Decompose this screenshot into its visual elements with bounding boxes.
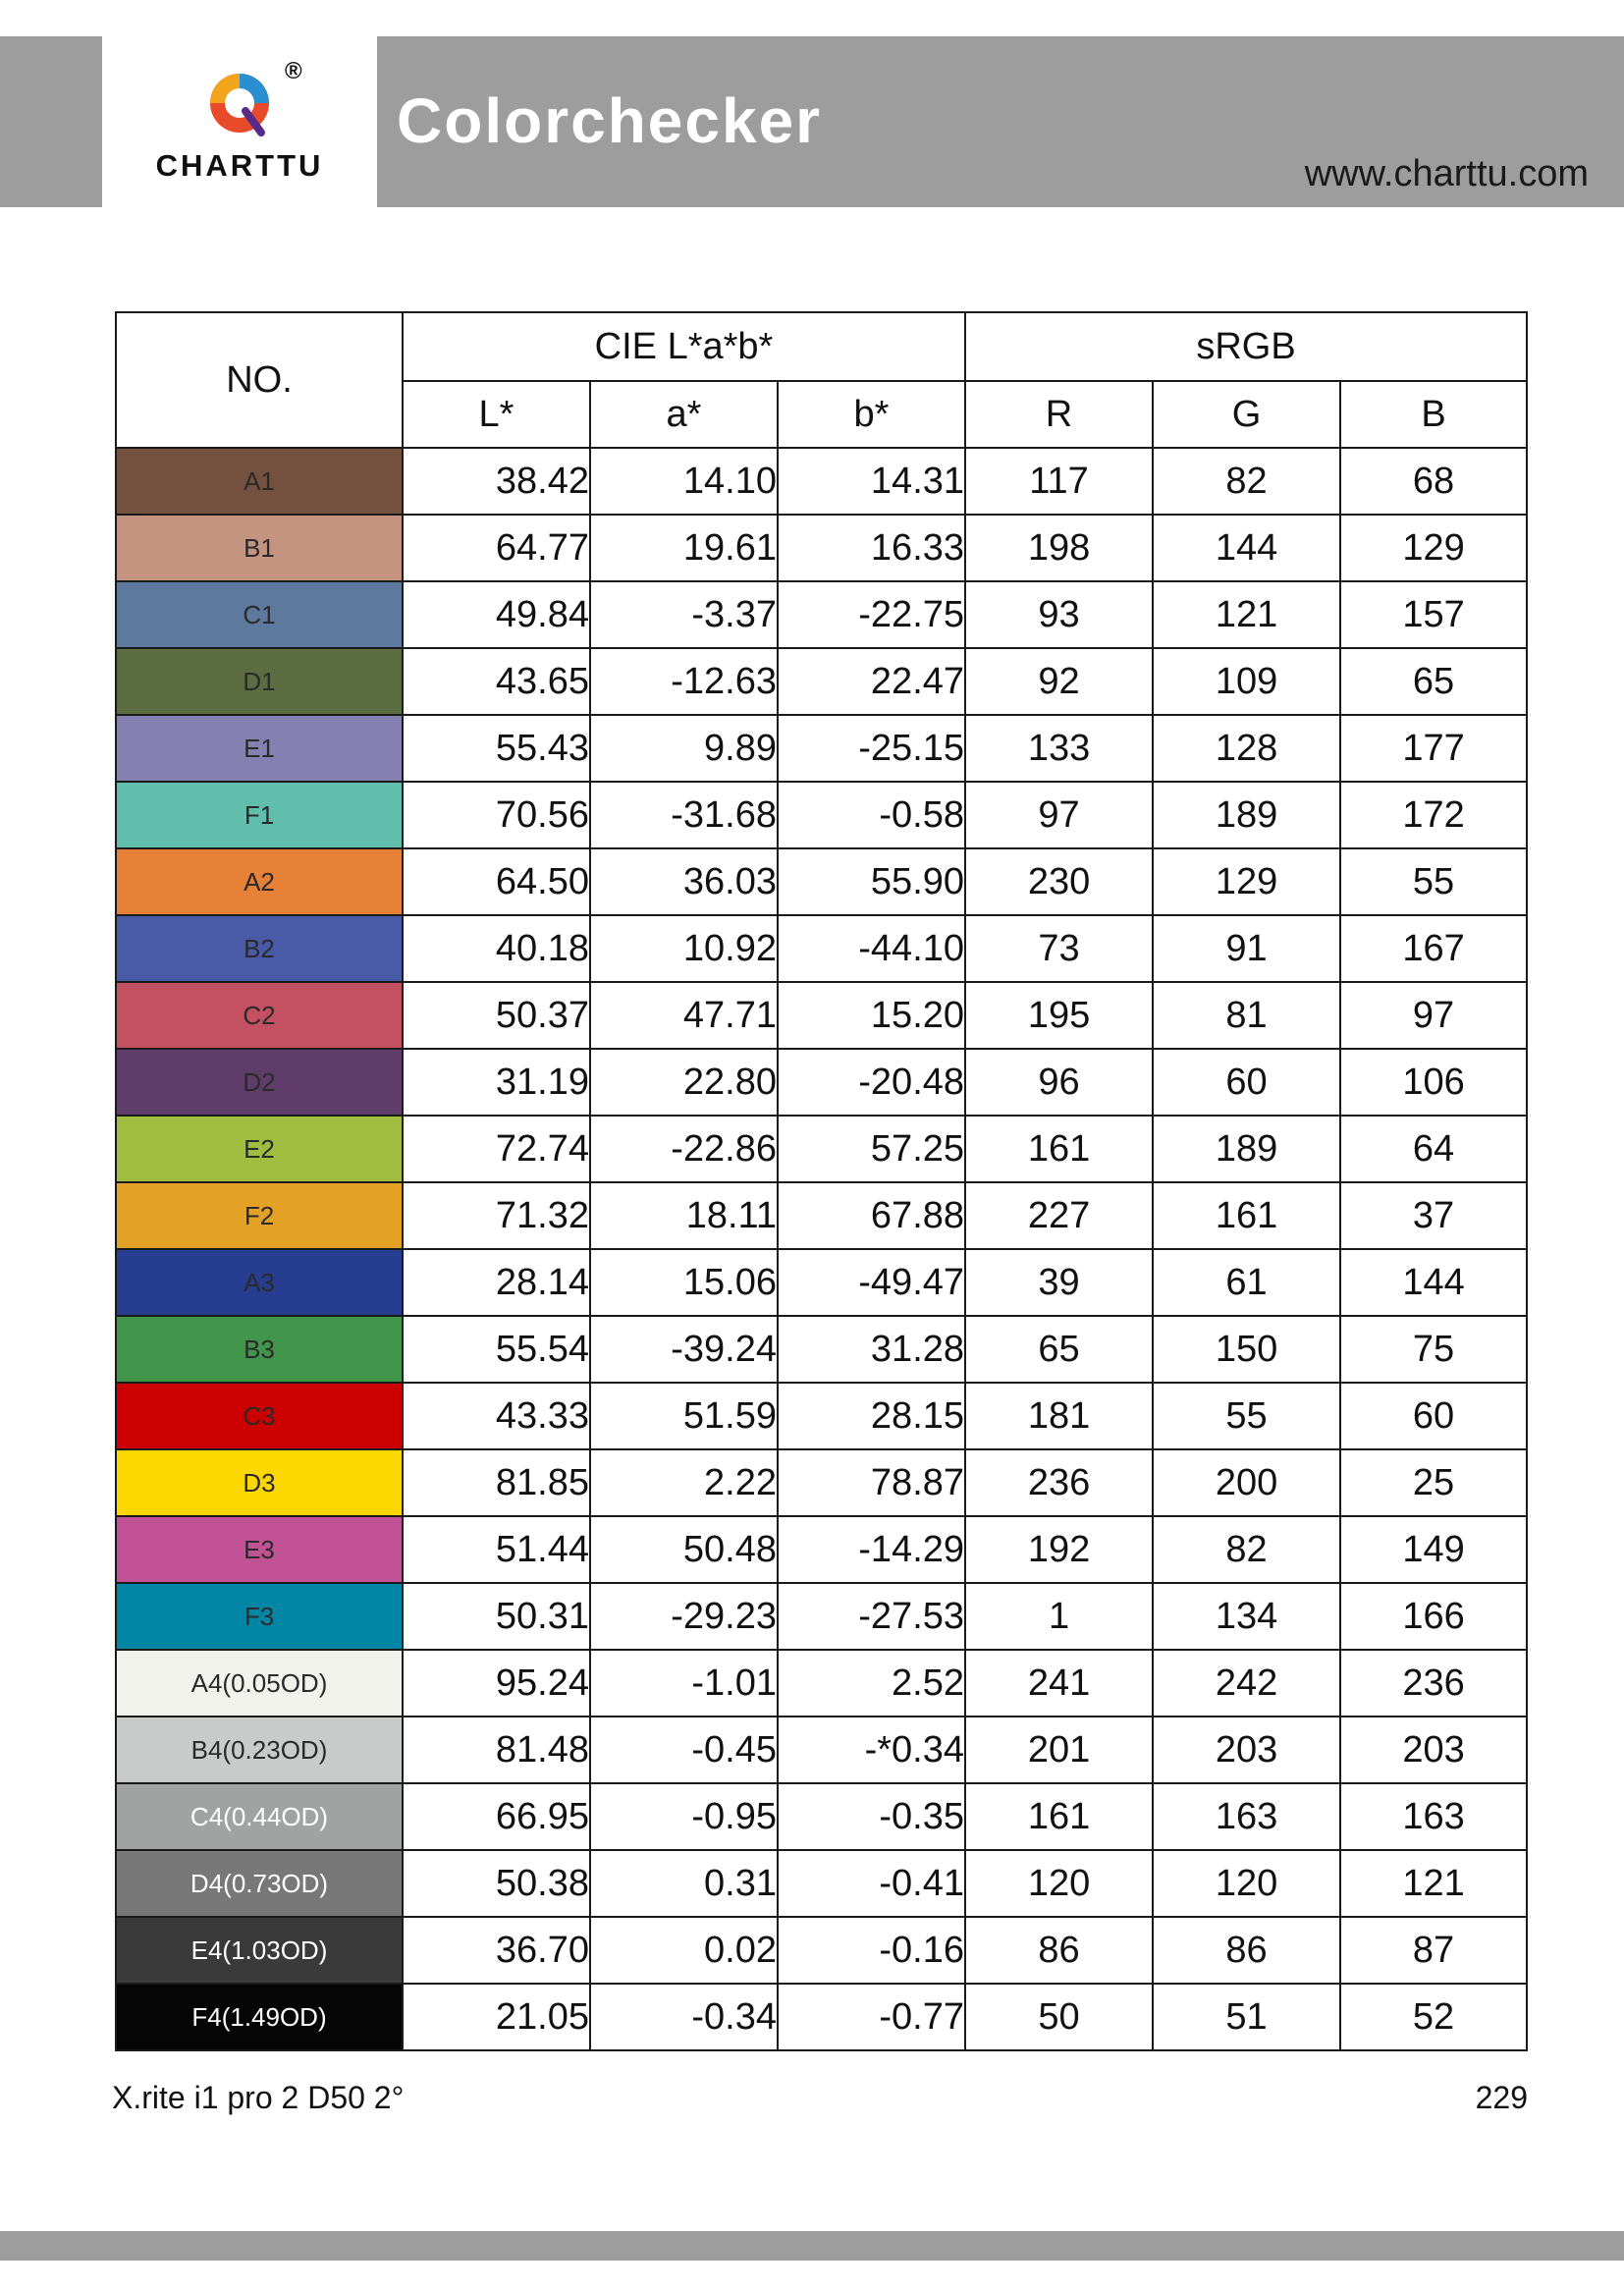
table-row bbox=[116, 1116, 1527, 1182]
rgb-r-cell: 117 bbox=[965, 448, 1153, 515]
lab-a-cell: -12.63 bbox=[590, 648, 778, 715]
lab-l-cell: 66.95 bbox=[403, 1783, 590, 1850]
color-swatch-cell: E2 bbox=[116, 1116, 403, 1182]
lab-a-cell: -39.24 bbox=[590, 1316, 778, 1383]
lab-b-cell: -0.41 bbox=[778, 1850, 965, 1917]
rgb-b-cell: 177 bbox=[1340, 715, 1527, 782]
lab-b-cell: 14.31 bbox=[778, 448, 965, 515]
lab-b-cell: 78.87 bbox=[778, 1449, 965, 1516]
rgb-b-cell: 236 bbox=[1340, 1650, 1527, 1717]
table-row bbox=[116, 1182, 1527, 1249]
rgb-r-cell: 39 bbox=[965, 1249, 1153, 1316]
rgb-r-cell: 230 bbox=[965, 848, 1153, 915]
color-swatch-cell: B2 bbox=[116, 915, 403, 982]
color-swatch-cell: F4(1.49OD) bbox=[116, 1984, 403, 2050]
rgb-b-cell: 129 bbox=[1340, 515, 1527, 581]
rgb-g-cell: 129 bbox=[1153, 848, 1340, 915]
rgb-b-cell: 55 bbox=[1340, 848, 1527, 915]
rgb-b-cell: 64 bbox=[1340, 1116, 1527, 1182]
lab-a-cell: -0.34 bbox=[590, 1984, 778, 2050]
lab-a-cell: -29.23 bbox=[590, 1583, 778, 1650]
lab-b-cell: -14.29 bbox=[778, 1516, 965, 1583]
registered-mark: ® bbox=[285, 58, 302, 84]
lab-b-cell: 28.15 bbox=[778, 1383, 965, 1449]
rgb-r-cell: 96 bbox=[965, 1049, 1153, 1116]
rgb-g-cell: 163 bbox=[1153, 1783, 1340, 1850]
rgb-r-cell: 50 bbox=[965, 1984, 1153, 2050]
rgb-r-cell: 65 bbox=[965, 1316, 1153, 1383]
lab-l-cell: 31.19 bbox=[403, 1049, 590, 1116]
lab-a-cell: 15.06 bbox=[590, 1249, 778, 1316]
color-swatch-cell: B3 bbox=[116, 1316, 403, 1383]
rgb-g-cell: 134 bbox=[1153, 1583, 1340, 1650]
lab-a-cell: -22.86 bbox=[590, 1116, 778, 1182]
lab-a-cell: 10.92 bbox=[590, 915, 778, 982]
rgb-g-cell: 161 bbox=[1153, 1182, 1340, 1249]
lab-l-cell: 28.14 bbox=[403, 1249, 590, 1316]
table-row bbox=[116, 1717, 1527, 1783]
column-header-b-rgb: B bbox=[1340, 381, 1527, 448]
lab-b-cell: -0.16 bbox=[778, 1917, 965, 1984]
brand-name: CHARTTU bbox=[155, 148, 324, 183]
lab-l-cell: 36.70 bbox=[403, 1917, 590, 1984]
column-header-g: G bbox=[1153, 381, 1340, 448]
lab-b-cell: 16.33 bbox=[778, 515, 965, 581]
rgb-g-cell: 189 bbox=[1153, 782, 1340, 848]
color-swatch-cell: C3 bbox=[116, 1383, 403, 1449]
table-row bbox=[116, 782, 1527, 848]
color-swatch-cell: B4(0.23OD) bbox=[116, 1717, 403, 1783]
table-row bbox=[116, 982, 1527, 1049]
rgb-b-cell: 37 bbox=[1340, 1182, 1527, 1249]
rgb-r-cell: 241 bbox=[965, 1650, 1153, 1717]
lab-a-cell: -31.68 bbox=[590, 782, 778, 848]
column-header-b-lab: b* bbox=[778, 381, 965, 448]
rgb-g-cell: 51 bbox=[1153, 1984, 1340, 2050]
rgb-r-cell: 97 bbox=[965, 782, 1153, 848]
color-swatch-cell: D1 bbox=[116, 648, 403, 715]
table-row bbox=[116, 915, 1527, 982]
lab-a-cell: 47.71 bbox=[590, 982, 778, 1049]
rgb-g-cell: 120 bbox=[1153, 1850, 1340, 1917]
rgb-g-cell: 82 bbox=[1153, 1516, 1340, 1583]
lab-l-cell: 95.24 bbox=[403, 1650, 590, 1717]
rgb-b-cell: 144 bbox=[1340, 1249, 1527, 1316]
color-swatch-cell: A2 bbox=[116, 848, 403, 915]
lab-b-cell: -25.15 bbox=[778, 715, 965, 782]
lab-b-cell: -*0.34 bbox=[778, 1717, 965, 1783]
rgb-r-cell: 73 bbox=[965, 915, 1153, 982]
table-row bbox=[116, 1249, 1527, 1316]
rgb-g-cell: 55 bbox=[1153, 1383, 1340, 1449]
color-swatch-cell: D4(0.73OD) bbox=[116, 1850, 403, 1917]
rgb-r-cell: 92 bbox=[965, 648, 1153, 715]
no-column-header: NO. bbox=[116, 312, 403, 448]
rgb-r-cell: 1 bbox=[965, 1583, 1153, 1650]
rgb-g-cell: 189 bbox=[1153, 1116, 1340, 1182]
lab-a-cell: 22.80 bbox=[590, 1049, 778, 1116]
rgb-g-cell: 61 bbox=[1153, 1249, 1340, 1316]
rgb-g-cell: 128 bbox=[1153, 715, 1340, 782]
color-swatch-cell: E3 bbox=[116, 1516, 403, 1583]
rgb-g-cell: 109 bbox=[1153, 648, 1340, 715]
lab-l-cell: 40.18 bbox=[403, 915, 590, 982]
rgb-b-cell: 65 bbox=[1340, 648, 1527, 715]
table-row bbox=[116, 715, 1527, 782]
color-swatch-cell: C4(0.44OD) bbox=[116, 1783, 403, 1850]
lab-b-cell: 57.25 bbox=[778, 1116, 965, 1182]
rgb-b-cell: 157 bbox=[1340, 581, 1527, 648]
rgb-g-cell: 86 bbox=[1153, 1917, 1340, 1984]
lab-l-cell: 81.85 bbox=[403, 1449, 590, 1516]
lab-b-cell: 22.47 bbox=[778, 648, 965, 715]
rgb-b-cell: 87 bbox=[1340, 1917, 1527, 1984]
table-row bbox=[116, 448, 1527, 515]
lab-l-cell: 43.65 bbox=[403, 648, 590, 715]
lab-b-cell: -0.77 bbox=[778, 1984, 965, 2050]
column-header-a: a* bbox=[590, 381, 778, 448]
lab-l-cell: 51.44 bbox=[403, 1516, 590, 1583]
lab-l-cell: 55.54 bbox=[403, 1316, 590, 1383]
lab-l-cell: 50.31 bbox=[403, 1583, 590, 1650]
rgb-r-cell: 195 bbox=[965, 982, 1153, 1049]
lab-a-cell: 19.61 bbox=[590, 515, 778, 581]
table-row bbox=[116, 1783, 1527, 1850]
lab-l-cell: 55.43 bbox=[403, 715, 590, 782]
rgb-g-cell: 203 bbox=[1153, 1717, 1340, 1783]
rgb-b-cell: 167 bbox=[1340, 915, 1527, 982]
table-row bbox=[116, 1516, 1527, 1583]
table-row bbox=[116, 515, 1527, 581]
lab-l-cell: 50.38 bbox=[403, 1850, 590, 1917]
rgb-r-cell: 227 bbox=[965, 1182, 1153, 1249]
rgb-g-cell: 121 bbox=[1153, 581, 1340, 648]
lab-a-cell: -0.95 bbox=[590, 1783, 778, 1850]
logo bbox=[102, 36, 377, 207]
table-row bbox=[116, 581, 1527, 648]
color-swatch-cell: A3 bbox=[116, 1249, 403, 1316]
rgb-b-cell: 163 bbox=[1340, 1783, 1527, 1850]
lab-a-cell: 0.02 bbox=[590, 1917, 778, 1984]
table-body bbox=[116, 448, 1527, 2050]
color-swatch-cell: F2 bbox=[116, 1182, 403, 1249]
color-swatch-cell: E1 bbox=[116, 715, 403, 782]
table-row bbox=[116, 1917, 1527, 1984]
cie-lab-group-header: CIE L*a*b* bbox=[403, 312, 965, 381]
website-link[interactable]: www.charttu.com bbox=[1304, 153, 1589, 194]
rgb-b-cell: 25 bbox=[1340, 1449, 1527, 1516]
rgb-r-cell: 93 bbox=[965, 581, 1153, 648]
lab-a-cell: -0.45 bbox=[590, 1717, 778, 1783]
rgb-g-cell: 91 bbox=[1153, 915, 1340, 982]
rgb-r-cell: 201 bbox=[965, 1717, 1153, 1783]
rgb-b-cell: 97 bbox=[1340, 982, 1527, 1049]
rgb-g-cell: 242 bbox=[1153, 1650, 1340, 1717]
lab-l-cell: 72.74 bbox=[403, 1116, 590, 1182]
color-swatch-cell: C2 bbox=[116, 982, 403, 1049]
lab-b-cell: -0.58 bbox=[778, 782, 965, 848]
lab-a-cell: 9.89 bbox=[590, 715, 778, 782]
lab-l-cell: 43.33 bbox=[403, 1383, 590, 1449]
rgb-r-cell: 161 bbox=[965, 1116, 1153, 1182]
rgb-g-cell: 60 bbox=[1153, 1049, 1340, 1116]
lab-l-cell: 21.05 bbox=[403, 1984, 590, 2050]
rgb-b-cell: 75 bbox=[1340, 1316, 1527, 1383]
lab-b-cell: -20.48 bbox=[778, 1049, 965, 1116]
lab-b-cell: 67.88 bbox=[778, 1182, 965, 1249]
color-swatch-cell: D3 bbox=[116, 1449, 403, 1516]
rgb-r-cell: 120 bbox=[965, 1850, 1153, 1917]
lab-b-cell: -44.10 bbox=[778, 915, 965, 982]
lab-a-cell: 51.59 bbox=[590, 1383, 778, 1449]
rgb-g-cell: 81 bbox=[1153, 982, 1340, 1049]
column-header-l: L* bbox=[403, 381, 590, 448]
measurement-note: X.rite i1 pro 2 D50 2° bbox=[112, 2080, 405, 2115]
color-swatch-cell: B1 bbox=[116, 515, 403, 581]
rgb-b-cell: 172 bbox=[1340, 782, 1527, 848]
rgb-r-cell: 192 bbox=[965, 1516, 1153, 1583]
color-swatch-cell: F1 bbox=[116, 782, 403, 848]
page-title: Colorchecker bbox=[397, 85, 823, 156]
rgb-g-cell: 200 bbox=[1153, 1449, 1340, 1516]
bottom-bar bbox=[0, 2231, 1624, 2261]
lab-a-cell: 14.10 bbox=[590, 448, 778, 515]
colorchecker-table bbox=[115, 311, 1528, 2051]
table-row bbox=[116, 1583, 1527, 1650]
table-row bbox=[116, 1984, 1527, 2050]
rgb-b-cell: 203 bbox=[1340, 1717, 1527, 1783]
rgb-b-cell: 106 bbox=[1340, 1049, 1527, 1116]
rgb-b-cell: 149 bbox=[1340, 1516, 1527, 1583]
color-swatch-cell: C1 bbox=[116, 581, 403, 648]
lab-l-cell: 38.42 bbox=[403, 448, 590, 515]
lab-b-cell: 15.20 bbox=[778, 982, 965, 1049]
table-row bbox=[116, 1850, 1527, 1917]
rgb-g-cell: 144 bbox=[1153, 515, 1340, 581]
lab-l-cell: 81.48 bbox=[403, 1717, 590, 1783]
rgb-r-cell: 133 bbox=[965, 715, 1153, 782]
lab-l-cell: 70.56 bbox=[403, 782, 590, 848]
lab-a-cell: 50.48 bbox=[590, 1516, 778, 1583]
table-row bbox=[116, 1383, 1527, 1449]
lab-a-cell: 18.11 bbox=[590, 1182, 778, 1249]
srgb-group-header: sRGB bbox=[965, 312, 1527, 381]
rgb-b-cell: 121 bbox=[1340, 1850, 1527, 1917]
rgb-b-cell: 52 bbox=[1340, 1984, 1527, 2050]
table-row bbox=[116, 1650, 1527, 1717]
rgb-r-cell: 198 bbox=[965, 515, 1153, 581]
lab-l-cell: 71.32 bbox=[403, 1182, 590, 1249]
rgb-g-cell: 82 bbox=[1153, 448, 1340, 515]
table-row bbox=[116, 848, 1527, 915]
rgb-b-cell: 60 bbox=[1340, 1383, 1527, 1449]
rgb-r-cell: 236 bbox=[965, 1449, 1153, 1516]
lab-a-cell: 2.22 bbox=[590, 1449, 778, 1516]
rgb-r-cell: 161 bbox=[965, 1783, 1153, 1850]
color-swatch-cell: A1 bbox=[116, 448, 403, 515]
rgb-b-cell: 166 bbox=[1340, 1583, 1527, 1650]
table-row bbox=[116, 648, 1527, 715]
color-swatch-cell: D2 bbox=[116, 1049, 403, 1116]
lab-a-cell: -3.37 bbox=[590, 581, 778, 648]
lab-b-cell: -0.35 bbox=[778, 1783, 965, 1850]
lab-l-cell: 49.84 bbox=[403, 581, 590, 648]
lab-b-cell: 2.52 bbox=[778, 1650, 965, 1717]
lab-b-cell: 31.28 bbox=[778, 1316, 965, 1383]
lab-l-cell: 50.37 bbox=[403, 982, 590, 1049]
table-row bbox=[116, 1049, 1527, 1116]
rgb-b-cell: 68 bbox=[1340, 448, 1527, 515]
rgb-g-cell: 150 bbox=[1153, 1316, 1340, 1383]
lab-a-cell: 36.03 bbox=[590, 848, 778, 915]
column-header-r: R bbox=[965, 381, 1153, 448]
color-swatch-cell: F3 bbox=[116, 1583, 403, 1650]
rgb-r-cell: 86 bbox=[965, 1917, 1153, 1984]
lab-l-cell: 64.77 bbox=[403, 515, 590, 581]
table-row bbox=[116, 1316, 1527, 1383]
color-swatch-cell: A4(0.05OD) bbox=[116, 1650, 403, 1717]
charttu-logo-icon bbox=[200, 64, 283, 146]
lab-b-cell: -22.75 bbox=[778, 581, 965, 648]
rgb-r-cell: 181 bbox=[965, 1383, 1153, 1449]
lab-a-cell: -1.01 bbox=[590, 1650, 778, 1717]
color-swatch-cell: E4(1.03OD) bbox=[116, 1917, 403, 1984]
lab-b-cell: -49.47 bbox=[778, 1249, 965, 1316]
lab-a-cell: 0.31 bbox=[590, 1850, 778, 1917]
page-number: 229 bbox=[1475, 2080, 1528, 2115]
lab-b-cell: -27.53 bbox=[778, 1583, 965, 1650]
table-row bbox=[116, 1449, 1527, 1516]
lab-l-cell: 64.50 bbox=[403, 848, 590, 915]
lab-b-cell: 55.90 bbox=[778, 848, 965, 915]
